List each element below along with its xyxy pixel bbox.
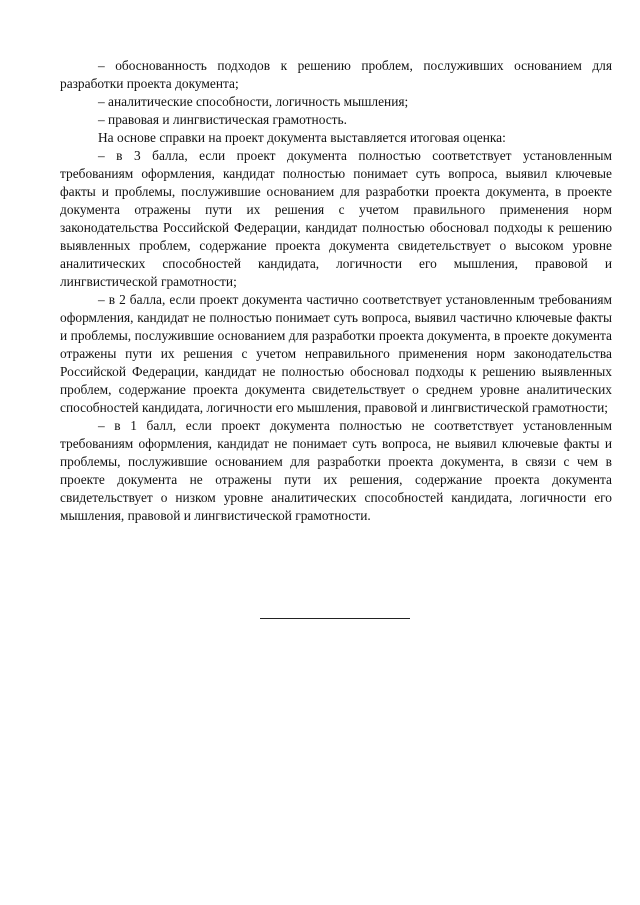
criterion-analytical-skills: – аналитические способности, логичность мышления;: [98, 94, 409, 109]
criterion-legal-literacy: – правовая и лингвистическая грамотность.: [98, 112, 347, 127]
criterion-justification: – обоснованность подходов к решению проблем, послуживших основанием для разработки проекта документа;: [60, 58, 612, 91]
grade-1-point: – в 1 балл, если проект документа полностью не соответствует установленным требованиям оформления, кандидат не понимает суть вопроса, не выявил ключевые факты и проблемы, послужившие основанием для разработки проекта документа, в связи с чем в проекте документа не отражены пути их решения, содержание проекта документа свидетельствует о низком уровне аналитических способностей кандидата, логичности его мышления, правовой и лингвистической грамотности.: [60, 418, 612, 523]
closing-divider-line: [260, 618, 410, 619]
grade-2-points: – в 2 балла, если проект документа частично соответствует установленным требованиям оформления, кандидат не полностью понимает суть вопроса, выявил частично ключевые факты и проблемы, послужившие основанием для разработки проекта документа, в проекте документа отражены пути их решения с учетом неправильного применения норм законодательства Российской Федерации, кандидат не полностью обосновал подходы к решению выявленных проблем, содержание проекта документа свидетельствует о среднем уровне аналитических способностей кандидата, логичности его мышления, правовой и лингвистической грамотности;: [60, 292, 612, 415]
grade-3-points: – в 3 балла, если проект документа полностью соответствует установленным требованиям оформления, кандидат полностью понимает суть вопроса, выявил ключевые факты и проблемы, послужившие основанием для разработки проекта документа, в проекте документа отражены пути их решения с учетом правильного применения норм законодательства Российской Федерации, кандидат полностью обосновал подходы к решению выявленных проблем, содержание проекта документа свидетельствует о высоком уровне аналитических способностей кандидата, логичности его мышления, правовой и лингвистической грамотности;: [60, 148, 612, 289]
final-grade-intro: На основе справки на проект документа выставляется итоговая оценка:: [98, 130, 506, 145]
document-body: [60, 57, 612, 525]
